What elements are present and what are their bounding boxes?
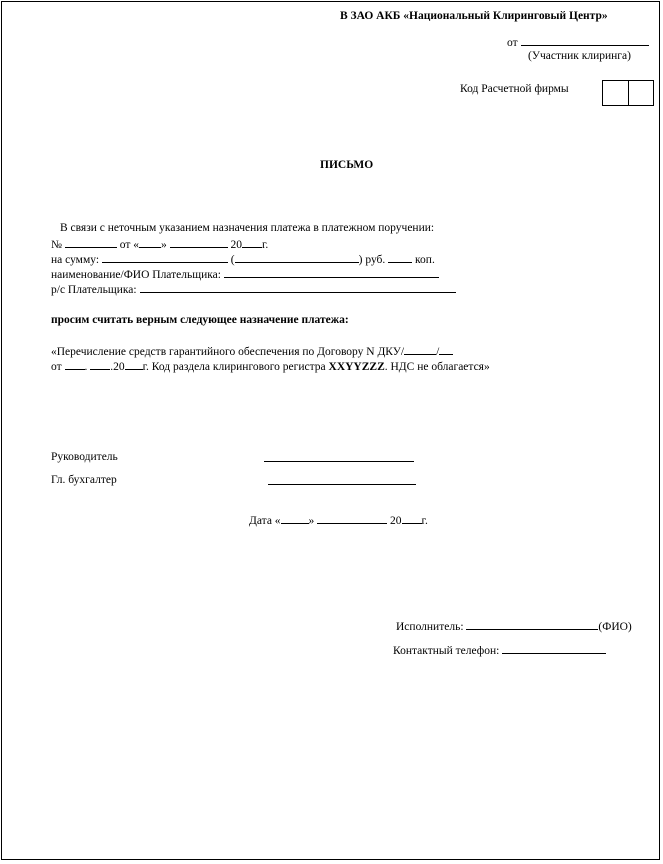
payment-number-field[interactable] <box>65 236 117 248</box>
firm-code-cell[interactable] <box>628 81 654 105</box>
date-line <box>249 512 428 528</box>
purpose-line-2 <box>51 358 490 374</box>
participant-caption: (Участник клиринга) <box>528 50 631 62</box>
date-month-field[interactable] <box>317 512 387 524</box>
date-year-prefix: 20 <box>390 515 402 527</box>
vat-text: . НДС не облагается» <box>384 361 490 373</box>
amount-words-field[interactable] <box>235 251 359 263</box>
year-field[interactable] <box>242 236 262 248</box>
payer-account-line <box>51 281 456 297</box>
number-sign: № <box>51 239 62 251</box>
year-prefix: 20 <box>230 239 242 251</box>
day-field[interactable] <box>139 236 161 248</box>
executor-suffix: (ФИО) <box>598 621 632 633</box>
phone-field[interactable] <box>502 642 606 654</box>
executor-field[interactable] <box>466 618 598 630</box>
request-text: просим считать верным следующее назначение платежа: <box>51 314 349 326</box>
register-text: г. Код раздела клирингового регистра <box>142 361 326 373</box>
date-quote-close: » <box>308 515 315 527</box>
executor-line <box>396 618 632 634</box>
register-code: XXYYZZZ <box>328 361 385 373</box>
phone-label: Контактный телефон: <box>393 645 500 657</box>
contract-slash: / <box>436 346 440 358</box>
letter-title: ПИСЬМО <box>320 159 374 171</box>
rub-label: ) руб. <box>358 254 386 266</box>
contract-number-field[interactable] <box>404 343 436 355</box>
year-suffix: г. <box>261 239 269 251</box>
contract-year-field[interactable] <box>125 358 143 370</box>
letter-page <box>1 1 660 860</box>
month-field[interactable] <box>170 236 228 248</box>
accountant-label: Гл. бухгалтер <box>51 474 117 486</box>
contract-year-prefix: .20 <box>110 361 125 373</box>
accountant-signature-field[interactable] <box>268 473 416 489</box>
payer-name-field[interactable] <box>224 266 439 278</box>
from-quote-open: от « <box>119 239 139 251</box>
purpose-line-1 <box>51 343 453 359</box>
purpose-from: от <box>51 361 62 373</box>
phone-line <box>393 642 606 658</box>
payment-order-line <box>51 236 268 252</box>
head-signature-field[interactable] <box>264 450 414 466</box>
payer-name-line <box>51 266 439 282</box>
amount-line <box>51 251 435 267</box>
date-day-field[interactable] <box>281 512 309 524</box>
executor-label: Исполнитель: <box>396 621 464 633</box>
firm-code-boxes[interactable] <box>602 80 654 106</box>
contract-suffix-field[interactable] <box>439 343 453 355</box>
firm-code-label: Код Расчетной фирмы <box>460 83 569 95</box>
from-line <box>507 34 649 50</box>
purpose-text: «Перечисление средств гарантийного обеспечения по Договору N ДКУ/ <box>51 346 405 358</box>
intro-text: В связи с неточным указанием назначения платежа в платежном поручении: <box>60 222 435 234</box>
kopeck-field[interactable] <box>388 251 412 263</box>
from-label: от <box>507 37 518 49</box>
contract-day-field[interactable] <box>65 358 85 370</box>
head-label: Руководитель <box>51 451 118 463</box>
payer-name-label: наименование/ФИО Плательщика: <box>51 269 221 281</box>
kop-label: коп. <box>415 254 435 266</box>
date-label: Дата « <box>249 515 281 527</box>
amount-digits-field[interactable] <box>102 251 228 263</box>
amount-paren-open: ( <box>230 254 235 266</box>
contract-month-field[interactable] <box>90 358 110 370</box>
date-year-field[interactable] <box>402 512 422 524</box>
from-quote-close: » <box>160 239 167 251</box>
date-year-suffix: г. <box>421 515 428 527</box>
contract-dot: . <box>84 361 88 373</box>
payer-account-field[interactable] <box>140 281 456 293</box>
firm-code-cell[interactable] <box>603 81 628 105</box>
payer-account-label: р/с Плательщика: <box>51 284 137 296</box>
addressee: В ЗАО АКБ «Национальный Клиринговый Центр» <box>340 10 608 22</box>
amount-label: на сумму: <box>51 254 100 266</box>
participant-field[interactable] <box>521 34 649 46</box>
